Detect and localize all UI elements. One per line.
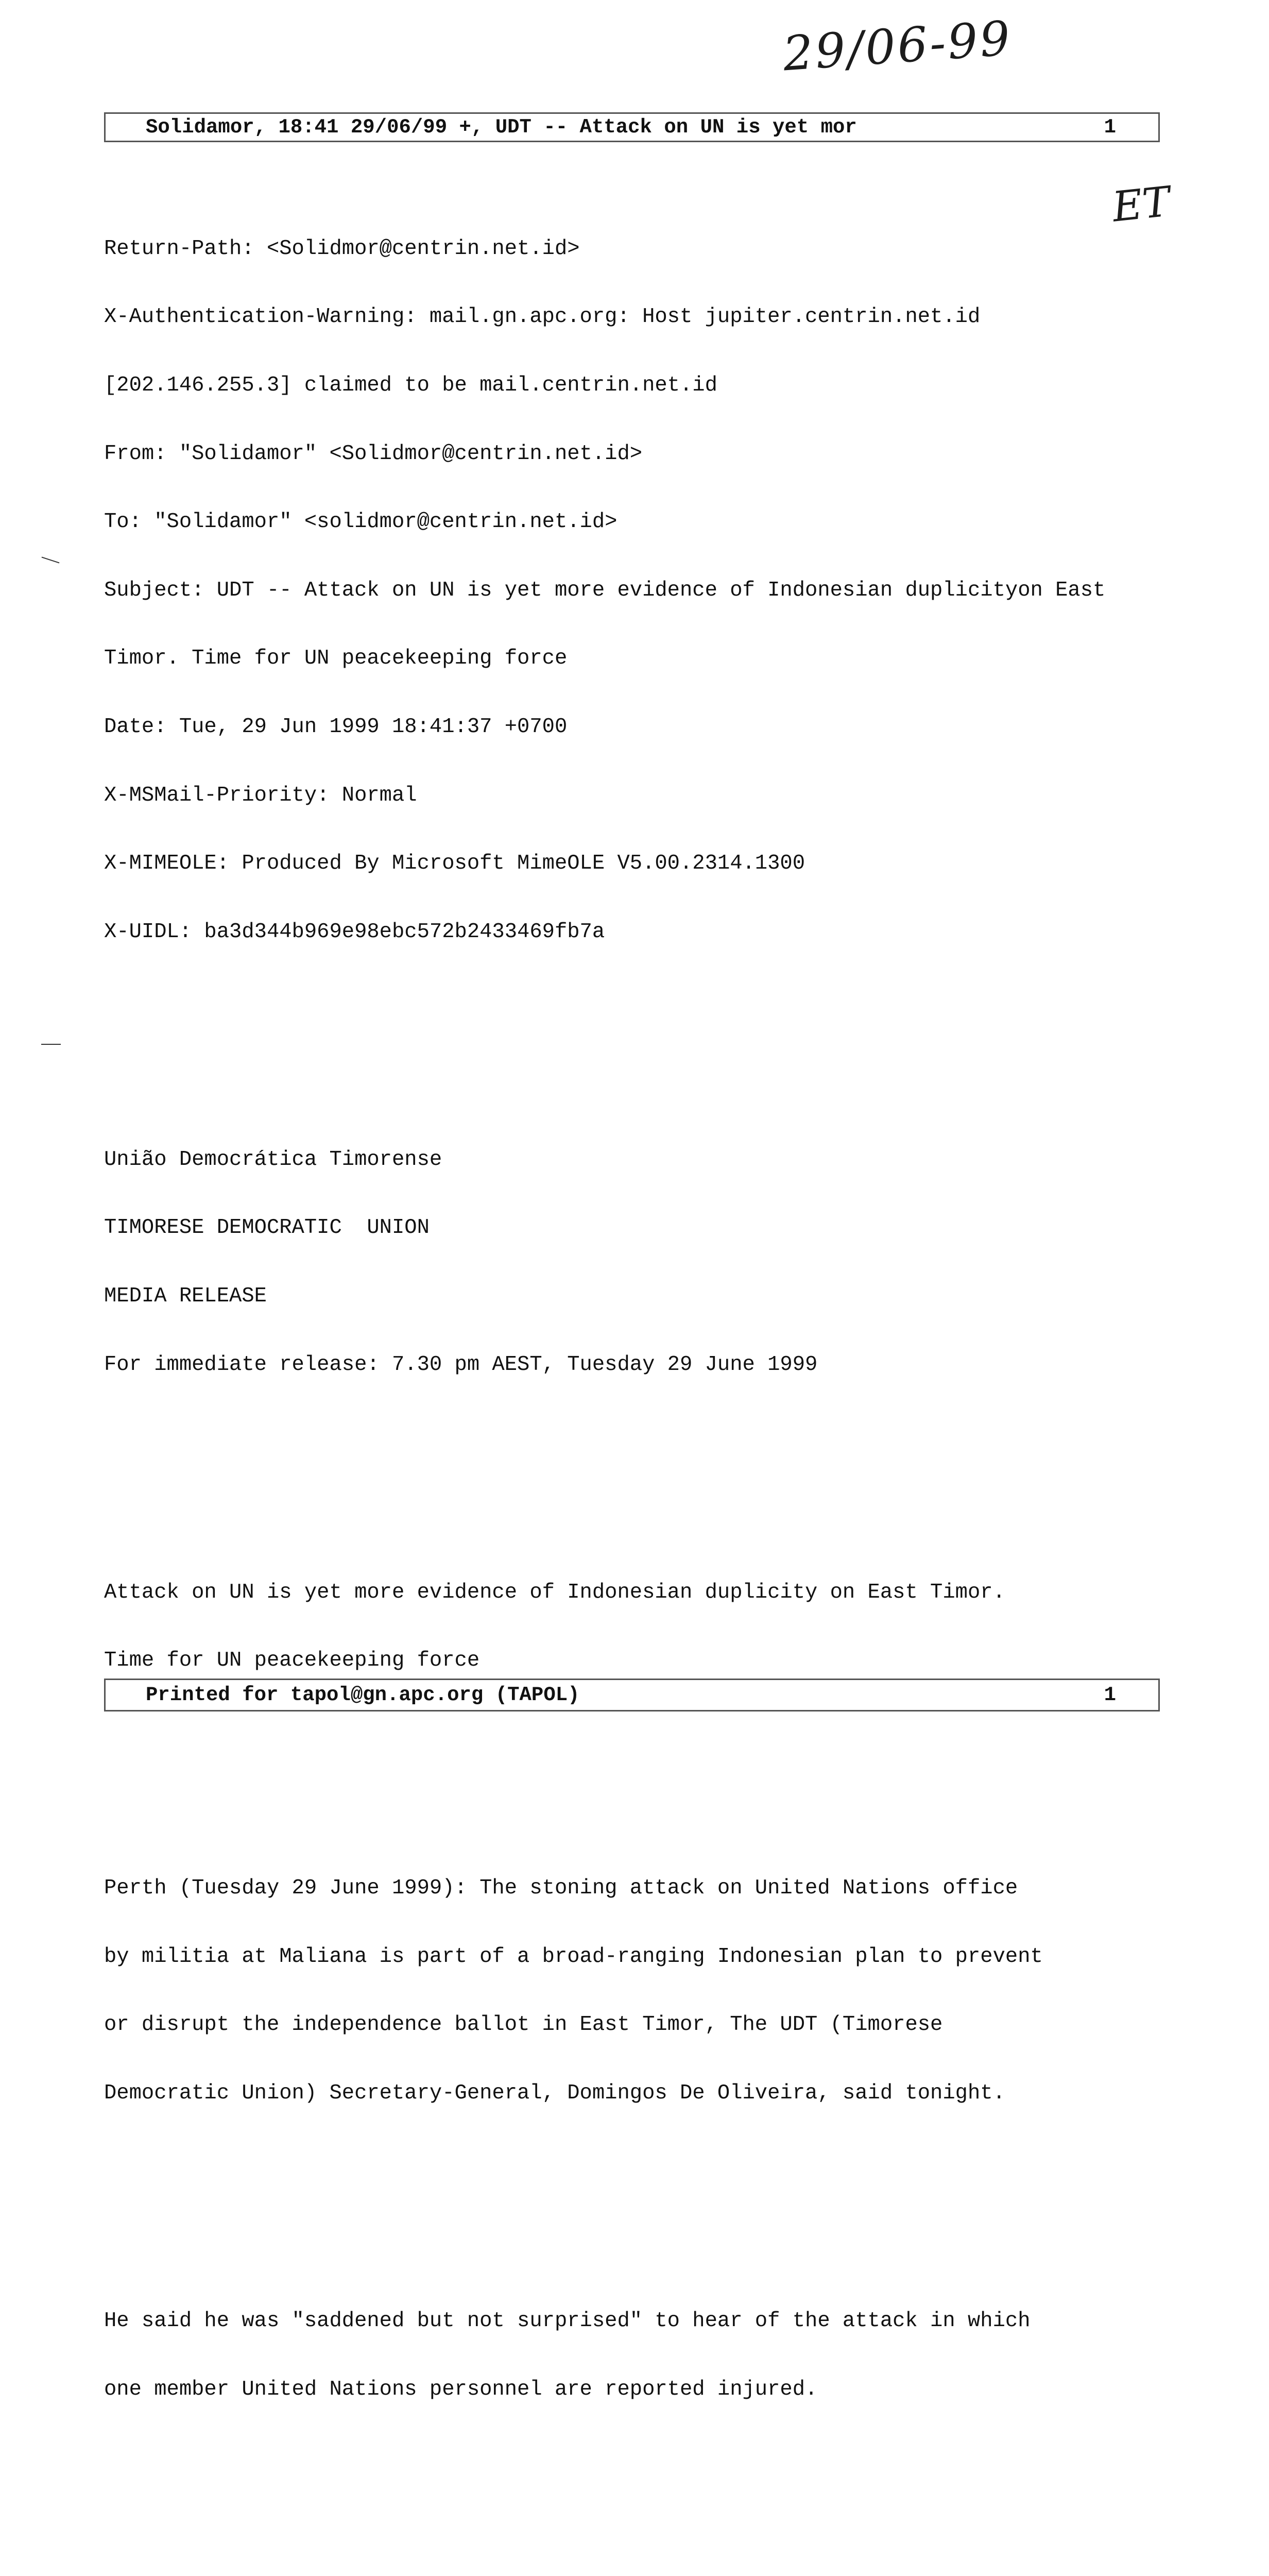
page-header-title: Solidamor, 18:41 29/06/99 +, UDT -- Attack on UN is yet mor (146, 116, 857, 139)
headline-line: Attack on UN is yet more evidence of Indonesian duplicity on East Timor. (104, 1580, 1005, 1604)
email-body (104, 146, 1175, 2576)
margin-tick-mark (42, 556, 60, 563)
email-header-line: [202.146.255.3] claimed to be mail.centrin.net.id (104, 374, 717, 397)
paragraph-line: one member United Nations personnel are reported injured. (104, 2377, 818, 2401)
email-header-line: Return-Path: <Solidmor@centrin.net.id> (104, 236, 580, 261)
handwritten-et-note: ET (1110, 177, 1173, 231)
page-footer-number: 1 (1104, 1684, 1116, 1706)
release-time: For immediate release: 7.30 pm AEST, Tuesday 29 June 1999 (104, 1352, 818, 1377)
email-header-line: Subject: UDT -- Attack on UN is yet more evidence of Indonesian duplicityon East (104, 578, 1106, 602)
email-header-line: Date: Tue, 29 Jun 1999 18:41:37 +0700 (104, 715, 568, 739)
email-header-line: X-MSMail-Priority: Normal (104, 783, 417, 807)
paragraph-line: He said he was "saddened but not surprised" to hear of the attack in which (104, 2309, 1031, 2333)
page-header-bar (104, 112, 1160, 142)
paragraph (104, 2560, 1175, 2576)
page-header-number: 1 (1104, 116, 1116, 139)
paragraph (104, 1832, 1175, 2150)
release-block (104, 1103, 1175, 1421)
email-header-block (104, 192, 1175, 989)
email-header-line: X-MIMEOLE: Produced By Microsoft MimeOLE V5.00.2314.1300 (104, 852, 805, 876)
paragraph-line: by militia at Maliana is part of a broad-ranging Indonesian plan to prevent (104, 1944, 1043, 1969)
email-header-line: X-Authentication-Warning: mail.gn.apc.org: Host jupiter.centrin.net.id (104, 305, 981, 329)
email-header-line: To: "Solidamor" <solidmor@centrin.net.id> (104, 510, 618, 534)
page-footer-bar (104, 1679, 1160, 1711)
page-footer-label: Printed for tapol@gn.apc.org (TAPOL) (146, 1684, 580, 1706)
organisation-name-english: TIMORESE DEMOCRATIC UNION (104, 1216, 430, 1240)
margin-dash-mark (41, 1044, 61, 1045)
handwritten-date-note: 29/06-99 (781, 10, 1014, 82)
paragraph (104, 2264, 1175, 2447)
email-header-line: From: "Solidamor" <Solidmor@centrin.net.id> (104, 442, 643, 466)
paragraph-line: Democratic Union) Secretary-General, Domingos De Oliveira, said tonight. (104, 2081, 1005, 2105)
paragraph-line: or disrupt the independence ballot in East Timor, The UDT (Timorese (104, 2013, 943, 2037)
paragraph-line: Perth (Tuesday 29 June 1999): The stoning attack on United Nations office (104, 1876, 1018, 1901)
media-release-label: MEDIA RELEASE (104, 1284, 267, 1308)
email-header-line: Timor. Time for UN peacekeeping force (104, 647, 568, 671)
email-header-line: X-UIDL: ba3d344b969e98ebc572b2433469fb7a (104, 920, 605, 944)
headline-line: Time for UN peacekeeping force (104, 1649, 480, 1673)
organisation-name: União Democrática Timorense (104, 1147, 442, 1172)
